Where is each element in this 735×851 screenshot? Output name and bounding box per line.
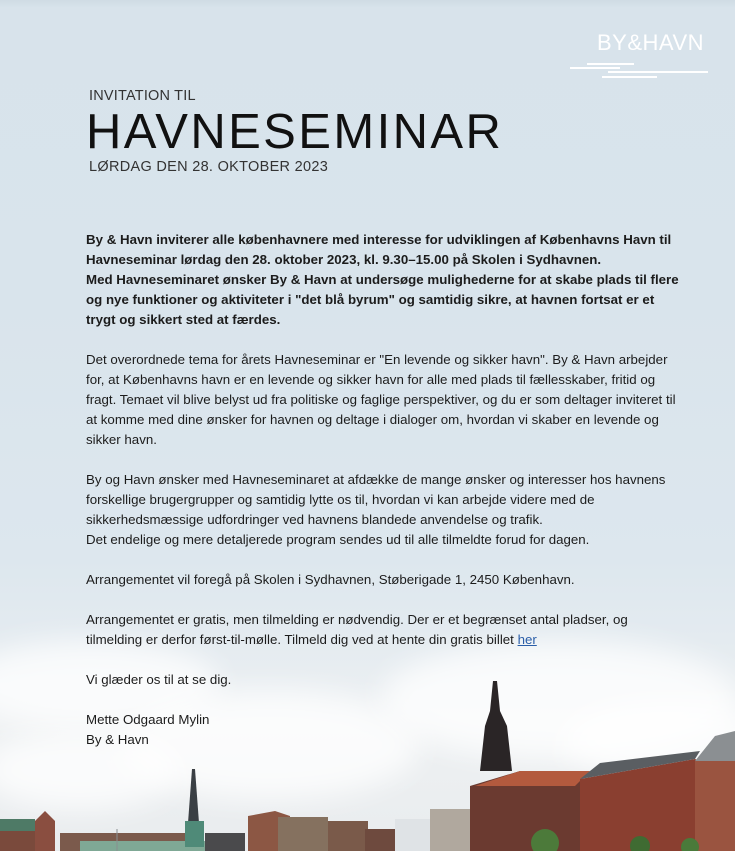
building [328,821,368,851]
goals-paragraph [86,470,686,550]
church-spire [480,681,512,771]
intro-line: Med Havneseminaret ønsker By & Havn at undersøge mulighederne for at skabe plads til flere og nye funktioner og aktiviteter i "det blå byrum" og samtidig sikre, at havnen fortsat er et trygt og sikkert sted at færdes. [86,272,679,327]
building [430,809,470,851]
logo-line [608,71,708,73]
invitation-header [86,88,504,175]
event-date: LØRDAG DEN 28. OKTOBER 2023 [89,159,329,175]
theme-paragraph: Det overordnede tema for årets Havneseminar er "En levende og sikker havn". By & Havn arbejder for, at Københavns havn er en levende og sikker havn for alle med plads til fællesskaber, fritid og fragt. Temaet vil blive belyst ud fra politiske og faglige perspektiver, og du er som deltager inviteret til at komme med dine ønsker for havnen og deltage i dialoger om, hvordan vi skaber en levende og sikker havn. [86,352,676,447]
closing-line: Vi glæder os til at se dig. [86,672,232,687]
building [365,829,395,851]
building [278,817,328,851]
spire [188,769,199,823]
logo-line [587,63,634,65]
building [695,761,735,851]
logo-line [602,76,657,78]
signature-name: Mette Odgaard Mylin [86,712,210,727]
logo-text: BY&HAVN [597,30,705,55]
roof [475,771,590,786]
intro-paragraph [86,230,686,330]
signature-org: By & Havn [86,732,149,747]
copenhagen-skyline-image [0,651,735,851]
goals-line: Det endelige og mere detaljerede program sendes ud til alle tilmeldte forud for dagen. [86,532,590,547]
building [35,811,55,851]
kicker: INVITATION TIL [89,88,196,104]
intro-line: By & Havn inviterer alle københavnere med interesse for udviklingen af Københavns Havn til Havneseminar lørdag den 28. oktober 2023, kl. 9.30–15.00 på Skolen i Sydhavnen. [86,232,672,267]
page-title: HAVNESEMINAR [86,105,504,159]
location-paragraph: Arrangementet vil foregå på Skolen i Sydhavnen, Støberigade 1, 2450 København. [86,572,575,587]
signup-link[interactable]: her [517,632,537,647]
signup-paragraph [86,610,686,650]
goals-line: By og Havn ønsker med Havneseminaret at afdække de mange ønsker og interesser hos havnens forskellige brugergrupper og samtidig lytte os til, hvordan vi kan arbejde videre med de sikkerhedsmæssige udfordringer ved havnens blandede anvendelse og trafik. [86,472,666,527]
roof [695,731,735,761]
building [395,819,435,851]
building [0,831,35,851]
building [205,833,245,851]
signup-text: Arrangementet er gratis, men tilmelding er nødvendig. Der er et begrænset antal pladser, og tilmelding er derfor først-til-mølle. Tilmeld dig ved at hente din gratis billet [86,612,628,647]
logo-line [570,67,620,69]
tower [185,821,204,847]
